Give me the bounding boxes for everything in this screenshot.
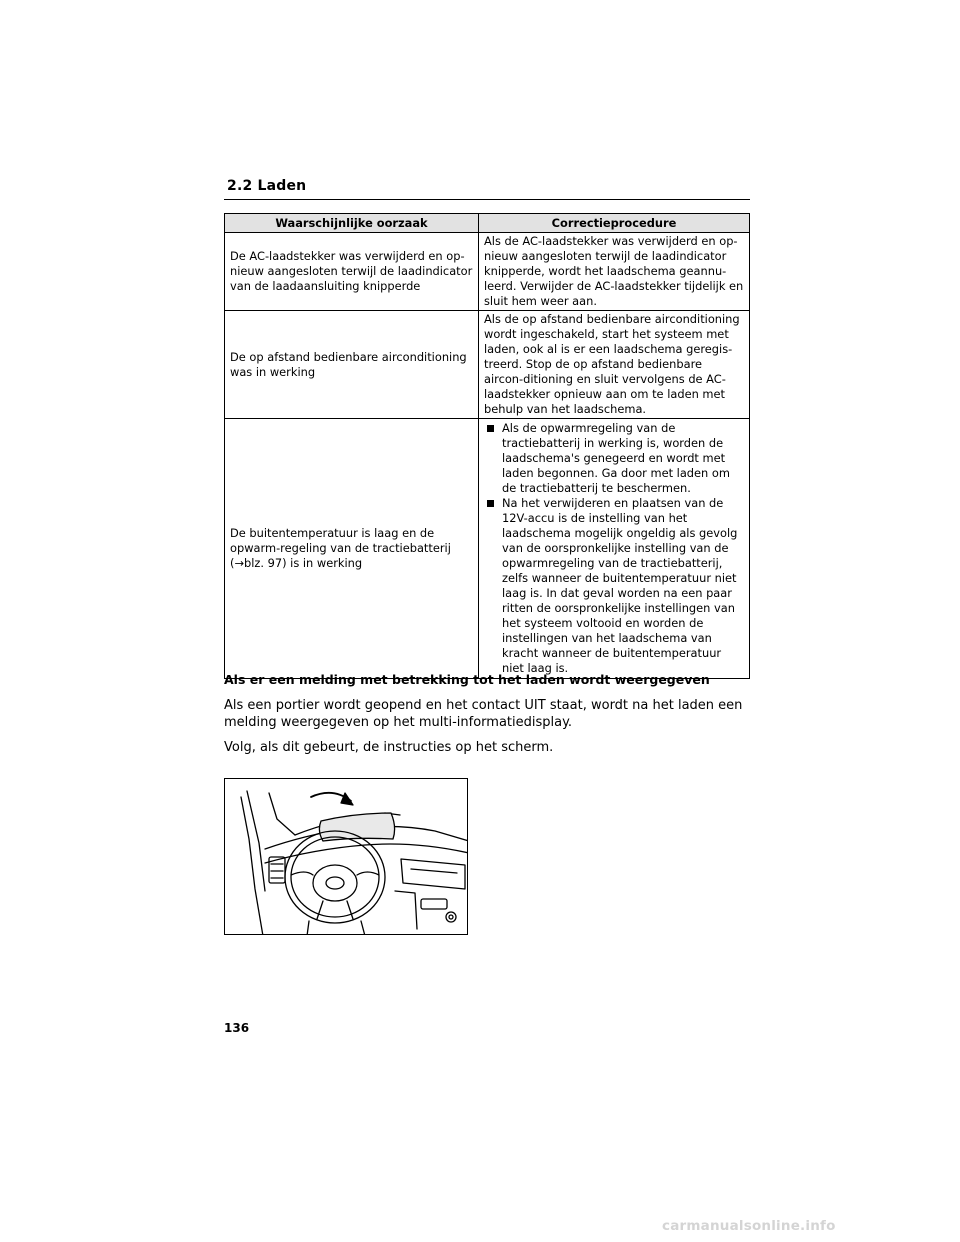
message-heading: Als er een melding met betrekking tot het laden wordt weergegeven bbox=[224, 672, 710, 687]
message-paragraph: Als een portier wordt geopend en het contact UIT staat, wordt na het laden een melding weergegeven op het multi-informatiedisplay. bbox=[224, 698, 743, 730]
dashboard-illustration-icon bbox=[225, 779, 468, 935]
list-item bbox=[484, 421, 744, 496]
cause-cell: De op afstand bedienbare airconditioning was in werking bbox=[225, 311, 479, 419]
troubleshooting-table bbox=[224, 213, 750, 679]
cause-cell: De buitentemperatuur is laag en de opwarm-regeling van de tractiebatterij (→blz. 97) is in werking bbox=[225, 419, 479, 679]
list-item-text: Als de opwarmregeling van de tractiebatterij in werking is, worden de laadschema's genegeerd en wordt met laden begonnen. Ga door met laden om de tractiebatterij te beschermen. bbox=[502, 421, 730, 495]
watermark: carmanualsonline.info bbox=[662, 1218, 836, 1234]
column-header-procedure: Correctieprocedure bbox=[479, 214, 750, 233]
procedure-cell: Als de AC-laadstekker was verwijderd en op-nieuw aangesloten terwijl de laadindicator knipperde, wordt het laadschema geannu-leerd. Verwijder de AC-laadstekker tijdelijk en sluit hem weer aan. bbox=[479, 233, 750, 311]
square-bullet-icon bbox=[487, 425, 494, 432]
procedure-cell bbox=[479, 419, 750, 679]
table-row bbox=[225, 311, 750, 419]
column-header-cause: Waarschijnlijke oorzaak bbox=[225, 214, 479, 233]
page-number: 136 bbox=[224, 1021, 250, 1035]
dashboard-figure bbox=[224, 778, 468, 935]
table-row bbox=[225, 419, 750, 679]
procedure-cell: Als de op afstand bedienbare airconditioning wordt ingeschakeld, start het systeem met laden, ook al is er een laadschema geregis-treerd. Stop de op afstand bedienbare aircon-ditioning en sluit vervolgens de AC-laadstekker opnieuw aan om te laden met behulp van het laadschema. bbox=[479, 311, 750, 419]
table-header-row bbox=[225, 214, 750, 233]
list-item bbox=[484, 496, 744, 676]
section-rule bbox=[224, 199, 750, 200]
square-bullet-icon bbox=[487, 500, 494, 507]
cause-cell: De AC-laadstekker was verwijderd en op-nieuw aangesloten terwijl de laadindicator van de laadaansluiting knipperde bbox=[225, 233, 479, 311]
list-item-text: Na het verwijderen en plaatsen van de 12V-accu is de instelling van het laadschema mogelijk ongeldig als gevolg van de oorspronkelijke instelling van de opwarmregeling van de tractiebatterij, zelfs wanneer de buitentemperatuur niet laag is. In dat geval worden na een paar ritten de oorspronkelijke instellingen van het systeem voltooid en worden de instellingen van het laadschema van kracht wanneer de buitentemperatuur niet laag is. bbox=[502, 496, 738, 675]
section-title: 2.2 Laden bbox=[227, 178, 307, 194]
table-row bbox=[225, 233, 750, 311]
instruction-paragraph: Volg, als dit gebeurt, de instructies op het scherm. bbox=[224, 740, 554, 755]
